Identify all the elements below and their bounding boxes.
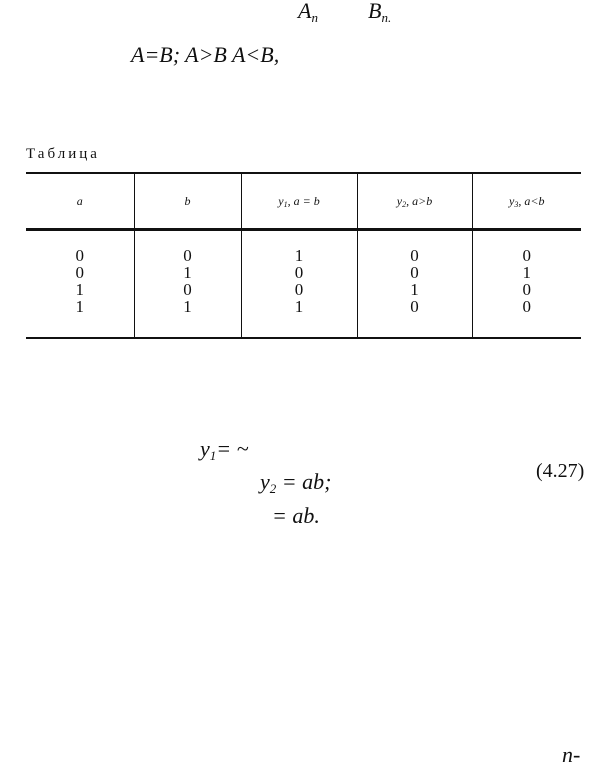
header-cell-y1: $y_1$, a = b: [241, 173, 357, 230]
equation-y1: $y_1=$ ~: [200, 436, 249, 463]
table-cell: 1: [134, 264, 241, 281]
truth-table: [26, 172, 581, 339]
header-cell-a: a: [76, 193, 83, 208]
table-cell: 0: [241, 264, 357, 281]
table-cell: 0: [241, 281, 357, 298]
header-cell-y3: $y_3$, a<b: [472, 173, 581, 230]
page-footer-fragment: n-: [562, 742, 581, 767]
table-cell: 1: [472, 264, 581, 281]
header-cell-y2: $y_2$, a>b: [357, 173, 472, 230]
table-cell: 0: [357, 230, 472, 265]
header-cell-b: b: [134, 173, 241, 230]
equation-y2: $y_2$ = ab;: [260, 469, 332, 496]
table-cell: 1: [75, 280, 84, 299]
symbol-b-n: $B_{n.}$: [368, 0, 392, 25]
equation-y3: = ab.: [272, 503, 320, 528]
comparison-relations: A=B; A>B A<B,: [131, 42, 280, 67]
table-header-row: [26, 173, 581, 230]
equation-number: (4.27): [536, 460, 585, 482]
table-cell: 0: [134, 230, 241, 265]
table-cell: 0: [75, 246, 84, 265]
table-cell: 0: [75, 263, 84, 282]
table-cell: 1: [241, 230, 357, 265]
table-row: [26, 230, 581, 265]
table-cell: 0: [357, 264, 472, 281]
table-cell: 0: [472, 298, 581, 338]
table-cell: 1: [134, 298, 241, 338]
table-cell: 0: [134, 281, 241, 298]
table-cell: 0: [357, 298, 472, 338]
table-row: [26, 298, 581, 338]
table-row: [26, 281, 581, 298]
table-row: [26, 264, 581, 281]
table-cell: 1: [241, 298, 357, 338]
table-cell: 1: [75, 297, 84, 316]
table-cell: 1: [357, 281, 472, 298]
table-cell: 0: [472, 230, 581, 265]
symbol-a-n: $A_n$: [298, 0, 318, 25]
table-caption: Таблица: [26, 146, 100, 162]
table-cell: 0: [472, 281, 581, 298]
